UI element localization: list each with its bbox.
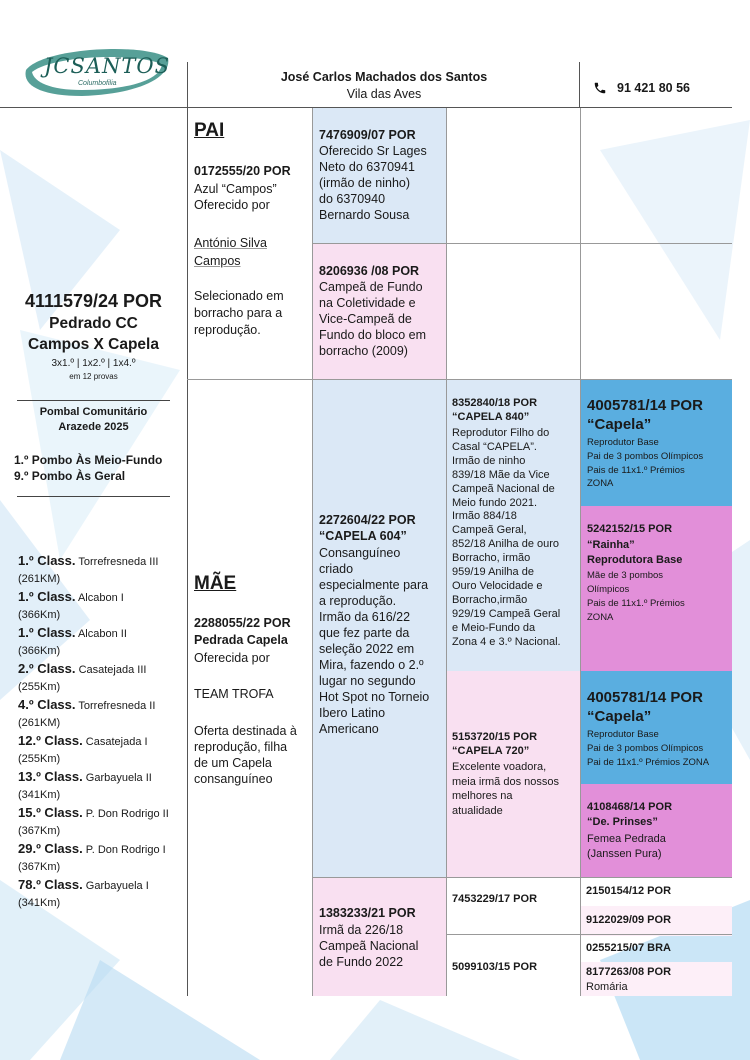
grid-h-243 [312, 243, 732, 244]
note-line: Fundo do bloco em [319, 328, 427, 342]
pai-breeder-1: António Silva [194, 236, 267, 250]
mae-sire-ring: 2272604/22 POR [319, 513, 416, 527]
grid-v-580 [580, 108, 581, 996]
note-line: (irmão de ninho) [319, 176, 411, 190]
result-race: Alcabon II [75, 628, 127, 640]
header-divider-2 [579, 62, 580, 108]
capela-top-notes [587, 436, 732, 491]
note-line: que fez parte da [319, 626, 410, 640]
note-line: Campeã Nacional de [452, 482, 555, 495]
result-race: P. Don Rodrigo II [82, 808, 169, 820]
phone-number: 91 421 80 56 [617, 81, 690, 95]
note-line: Irmão da 616/22 [319, 610, 411, 624]
note-line: Ibero Latino [319, 706, 386, 720]
logo-subtitle: Columbofilia [78, 80, 117, 87]
result-distance: (261KM) [18, 573, 61, 585]
note-line: reprodução, filha [194, 740, 288, 754]
note-line: lugar no segundo [319, 674, 416, 688]
note-line: Meio fundo 2021. [452, 496, 538, 509]
note-line: do 6370940 [319, 192, 386, 206]
ring-0255215: 0255215/07 BRA [586, 942, 672, 954]
note-line: Oferta destinada à [194, 724, 297, 738]
header-bottom-rule [0, 107, 732, 108]
note-line: 959/19 Anilha de [452, 566, 534, 579]
note-line: seleção 2022 em [319, 642, 415, 656]
pai-note-3: reprodução. [194, 323, 261, 337]
mae-notes [194, 723, 312, 787]
note-line: Irmã da 226/18 [319, 923, 404, 937]
capela840-name: “CAPELA 840” [452, 411, 530, 423]
mae-dam-notes [319, 922, 445, 970]
capela840-ring: 8352840/18 POR [452, 397, 538, 409]
note-line: melhores na [452, 790, 513, 802]
result-distance: (367Km) [18, 861, 61, 873]
note-line: borracho (2009) [319, 344, 408, 358]
subject-name-2: Campos X Capela [28, 336, 159, 353]
subject-races: em 12 provas [69, 372, 118, 381]
note-line: Mira, fazendo o 2.º [319, 658, 424, 672]
grid-h-934 [446, 934, 732, 935]
note-line: criado [319, 562, 354, 576]
result-item [18, 804, 188, 840]
pai-sire-notes [319, 143, 445, 223]
result-race: Torrefresneda II [75, 700, 156, 712]
award-1: 1.º Pombo Às Meio-Fundo [14, 453, 163, 467]
pai-note-2: borracho para a [194, 306, 283, 320]
grid-v-312 [312, 108, 313, 996]
subject-ring: 4111579/24 POR [24, 291, 163, 311]
result-race: Casatejada III [75, 664, 147, 676]
owner-name: José Carlos Machados dos Santos [280, 70, 488, 84]
result-place: 1.º Class. [18, 589, 76, 604]
grid-v-187 [187, 108, 188, 996]
note-line: Campeã de Fundo [319, 280, 423, 294]
mae-ring: 2288055/22 POR [194, 616, 291, 630]
capela720-notes [452, 760, 580, 818]
pai-breeder-2: Campos [194, 254, 241, 268]
capela-bottom-notes [587, 728, 732, 769]
result-distance: (255Km) [18, 753, 61, 765]
note-line: Pai de 3 pombos Olímpicos [587, 450, 704, 462]
capela720-name: “CAPELA 720” [452, 745, 530, 757]
note-line: Americano [319, 722, 379, 736]
note-line: Reprodutor Base [587, 729, 659, 740]
capela-bottom-ring: 4005781/14 POR [587, 689, 703, 706]
result-distance: (366Km) [18, 645, 61, 657]
pai-line-2: Oferecido por [194, 198, 270, 212]
result-place: 2.º Class. [18, 661, 76, 676]
result-distance: (261KM) [18, 717, 61, 729]
capela-top-name: “Capela” [587, 416, 652, 433]
result-race: Garbayuela II [82, 772, 152, 784]
result-distance: (367Km) [18, 825, 61, 837]
note-line: de Fundo 2022 [319, 955, 404, 969]
loft-name-2: Arazede 2025 [58, 421, 129, 433]
grid-v-446 [446, 108, 447, 996]
pai-note-1: Selecionado em [194, 289, 284, 303]
result-item [18, 876, 188, 912]
note-line: Consanguíneo [319, 546, 401, 560]
result-race: P. Don Rodrigo I [82, 844, 166, 856]
result-item [18, 840, 188, 876]
pai-sire-ring: 7476909/07 POR [319, 128, 416, 142]
note-line: atualidade [452, 804, 503, 817]
ring-7453229: 7453229/17 POR [452, 893, 538, 905]
note-line: Femea Pedrada [587, 833, 666, 845]
pai-dam-ring: 8206936 /08 POR [319, 264, 420, 278]
mae-breeder: TEAM TROFA [194, 687, 274, 701]
prinses-notes [587, 832, 732, 862]
note-line: 929/19 Campeã Geral [452, 607, 561, 620]
ring-8177263: 8177263/08 POR [586, 966, 672, 978]
mae-name: Pedrada Capela [194, 633, 288, 647]
grid-h-877 [312, 877, 732, 878]
note-line: a reprodução. [319, 594, 397, 608]
note-line: Ouro Velocidade e [452, 579, 543, 592]
mae-sire-name: “CAPELA 604” [319, 529, 407, 543]
note-line: Borracho, irmão [452, 552, 531, 565]
note-line: Bernardo Sousa [319, 208, 410, 222]
mae-title: MÃE [194, 573, 237, 594]
pai-ring: 0172555/20 POR [194, 164, 291, 178]
note-line: Pais de 11x1.º Prémios [587, 598, 685, 609]
note-line: ZONA [587, 612, 614, 623]
note-line: Hot Spot no Torneio [319, 690, 430, 704]
subject-rule-2 [17, 496, 170, 497]
result-distance: (341Km) [18, 789, 61, 801]
ring-8177263-note: Romária [586, 981, 628, 993]
result-place: 78.º Class. [18, 877, 83, 892]
result-race: Casatejada I [82, 736, 148, 748]
result-race: Torrefresneda III [75, 556, 159, 568]
rainha-name: “Rainha” [587, 539, 635, 551]
note-line: de um Capela [194, 756, 272, 770]
phone-icon [593, 81, 607, 95]
note-line: Reprodutor Filho do [452, 427, 550, 439]
note-line: Pai de 11x1.º Prémios ZONA [587, 756, 710, 768]
cell-prinses [580, 784, 732, 877]
owner-location: Vila das Aves [346, 87, 422, 101]
header-divider-1 [187, 62, 188, 108]
note-line: Reprodutor Base [587, 437, 659, 448]
loft-name-1: Pombal Comunitário [39, 406, 148, 418]
capela-bottom-name: “Capela” [587, 708, 652, 725]
logo [22, 42, 172, 98]
subject-rule-1 [17, 400, 170, 401]
logo-text: JCSANTOS [44, 54, 171, 78]
pai-title: PAI [194, 120, 225, 141]
result-item [18, 588, 188, 624]
note-line: Campeã Geral, [452, 524, 527, 537]
ring-2150154: 2150154/12 POR [586, 885, 672, 897]
note-line: meia irmã dos nossos [452, 775, 559, 788]
result-item [18, 552, 188, 588]
results-list [18, 552, 188, 912]
note-line: Oferecido Sr Lages [319, 144, 427, 158]
grid-h-379 [187, 379, 732, 380]
result-item [18, 696, 188, 732]
rainha-notes [587, 569, 732, 625]
note-line: 852/18 Anilha de ouro [452, 538, 560, 551]
capela840-notes [452, 427, 580, 650]
note-line: Pais de 11x1.º Prémios [587, 464, 685, 476]
note-line: Olímpicos [587, 584, 630, 595]
prinses-ring: 4108468/14 POR [587, 801, 673, 813]
result-item [18, 768, 188, 804]
pai-line-1: Azul “Campos” [194, 182, 277, 196]
capela720-ring: 5153720/15 POR [452, 731, 538, 743]
note-line: Irmão de ninho [452, 454, 526, 467]
note-line: na Coletividade e [319, 296, 416, 310]
note-line: Irmão 884/18 [452, 510, 517, 523]
note-line: (Janssen Pura) [587, 848, 662, 860]
result-place: 13.º Class. [18, 769, 83, 784]
result-place: 12.º Class. [18, 733, 83, 748]
subject-ranks: 3x1.º | 1x2.º | 1x4.º [51, 358, 136, 369]
result-place: 15.º Class. [18, 805, 83, 820]
note-line: Excelente voadora, [452, 761, 547, 773]
note-line: Campeã Nacional [319, 939, 419, 953]
note-line: 839/18 Mãe da Vice [452, 468, 550, 481]
note-line: Neto do 6370941 [319, 160, 415, 174]
result-item [18, 732, 188, 768]
result-distance: (255Km) [18, 681, 61, 693]
pai-dam-notes [319, 279, 445, 359]
note-line: Casal “CAPELA”. [452, 440, 537, 453]
note-line: ZONA [587, 478, 614, 490]
ring-5099103: 5099103/15 POR [452, 961, 538, 973]
award-2: 9.º Pombo Às Geral [14, 469, 126, 483]
ring-9122029: 9122029/09 POR [586, 914, 672, 926]
note-line: consanguíneo [194, 772, 273, 786]
mae-dam-ring: 1383233/21 POR [319, 906, 416, 920]
mae-line-1: Oferecida por [194, 651, 270, 665]
result-place: 29.º Class. [18, 841, 83, 856]
result-item [18, 624, 188, 660]
note-line: Vice-Campeã de [319, 312, 412, 326]
result-place: 1.º Class. [18, 625, 76, 640]
result-item [18, 660, 188, 696]
note-line: Pai de 3 pombos Olímpicos [587, 742, 704, 754]
note-line: Mãe de 3 pombos [587, 570, 664, 581]
result-race: Alcabon I [75, 592, 124, 604]
note-line: Zona 4 e 3.º Nacional. [452, 635, 561, 648]
result-distance: (341Km) [18, 897, 61, 909]
rainha-ring: 5242152/15 POR [587, 523, 673, 535]
prinses-name: “De. Prinses” [587, 816, 658, 828]
capela-top-ring: 4005781/14 POR [587, 397, 703, 414]
subject-name-1: Pedrado CC [49, 315, 138, 332]
note-line: especialmente para [319, 578, 429, 592]
mae-sire-notes [319, 545, 445, 737]
result-race: Garbayuela I [82, 880, 149, 892]
note-line: e Meio-Fundo da [452, 621, 536, 634]
result-distance: (366Km) [18, 609, 61, 621]
result-place: 4.º Class. [18, 697, 76, 712]
result-place: 1.º Class. [18, 553, 76, 568]
note-line: Borracho,irmão [452, 593, 528, 606]
rainha-title: Reprodutora Base [587, 554, 683, 566]
